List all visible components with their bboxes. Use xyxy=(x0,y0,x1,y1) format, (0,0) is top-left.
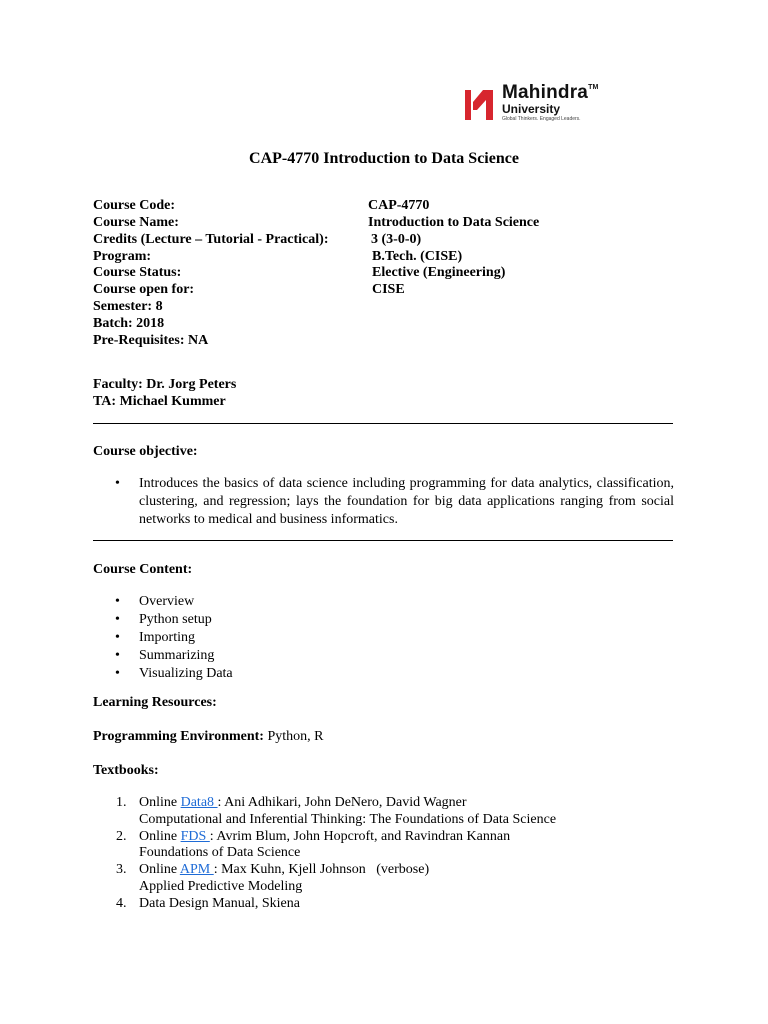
objective-text: • Introduces the basics of data science including programming for data analytics, classification, clustering, and regression; lays the foundation for big data applications ranging from social networks to medical and business informatics. xyxy=(139,476,674,527)
detail-value: CAP-4770 xyxy=(368,198,430,213)
detail-value: Elective (Engineering) xyxy=(372,265,506,280)
list-item: 4. Data Design Manual, Skiena xyxy=(116,895,300,911)
textbook-list xyxy=(93,795,673,913)
section-divider xyxy=(93,423,673,424)
logo-tagline: Global Thinkers. Engaged Leaders. xyxy=(502,116,581,122)
detail-label: Semester: 8 xyxy=(93,299,163,314)
detail-label: Credits (Lecture – Tutorial - Practical): xyxy=(93,232,329,247)
prog-env-label: Programming Environment: xyxy=(93,729,264,744)
detail-value: 3 (3-0-0) xyxy=(371,232,422,247)
fds-link[interactable]: FDS xyxy=(180,828,210,844)
document-title: CAP-4770 Introduction to Data Science xyxy=(249,150,519,167)
detail-label: Program: xyxy=(93,249,152,264)
detail-label: Course open for: xyxy=(93,282,195,297)
list-item: 1. Online Data8 : Ani Adhikari, John DeNero, David Wagner Computational and Inferential Thinking: The Foundations of Data Science xyxy=(116,795,557,827)
list-item: 2. Online FDS : Avrim Blum, John Hopcroft, and Ravindran Kannan Foundations of Data Science xyxy=(116,828,511,861)
detail-label: Course Name: xyxy=(93,215,179,230)
apm-link[interactable]: APM xyxy=(179,862,214,878)
detail-label: Pre-Requisites: NA xyxy=(93,333,209,348)
ta-line: TA: Michael Kummer xyxy=(93,394,226,409)
mahindra-logo-mark-icon xyxy=(462,86,496,124)
faculty-line: Faculty: Dr. Jorg Peters xyxy=(93,377,237,392)
data8-link[interactable]: Data8 xyxy=(180,795,218,810)
objective-heading: Course objective: xyxy=(93,444,198,459)
content-list xyxy=(93,593,233,683)
detail-value: B.Tech. (CISE) xyxy=(372,249,463,264)
logo-wordmark: Mahindra™ xyxy=(502,82,599,103)
logo-subtitle: University xyxy=(502,102,561,116)
learning-resources-heading: Learning Resources: xyxy=(93,695,217,710)
list-item xyxy=(93,475,674,529)
list-item: • Visualizing Data xyxy=(93,665,233,683)
list-item: • Summarizing xyxy=(93,647,233,665)
list-item: • Overview xyxy=(93,593,233,611)
section-divider xyxy=(93,540,673,541)
objective-list xyxy=(93,475,674,529)
university-logo xyxy=(462,84,622,126)
list-item: • Python setup xyxy=(93,611,233,629)
detail-value: CISE xyxy=(372,282,405,297)
textbooks-heading: Textbooks: xyxy=(93,763,159,778)
list-item: 3. Online APM : Max Kuhn, Kjell Johnson (verbose) Applied Predictive Modeling xyxy=(116,862,430,894)
content-heading: Course Content: xyxy=(93,562,193,577)
prog-env-value: Python, R xyxy=(263,729,324,744)
detail-label: Batch: 2018 xyxy=(93,316,165,331)
list-item: • Importing xyxy=(93,629,233,647)
detail-label: Course Code: xyxy=(93,198,176,213)
detail-label: Course Status: xyxy=(93,265,182,280)
programming-environment xyxy=(93,728,324,745)
detail-value: Introduction to Data Science xyxy=(368,215,540,230)
